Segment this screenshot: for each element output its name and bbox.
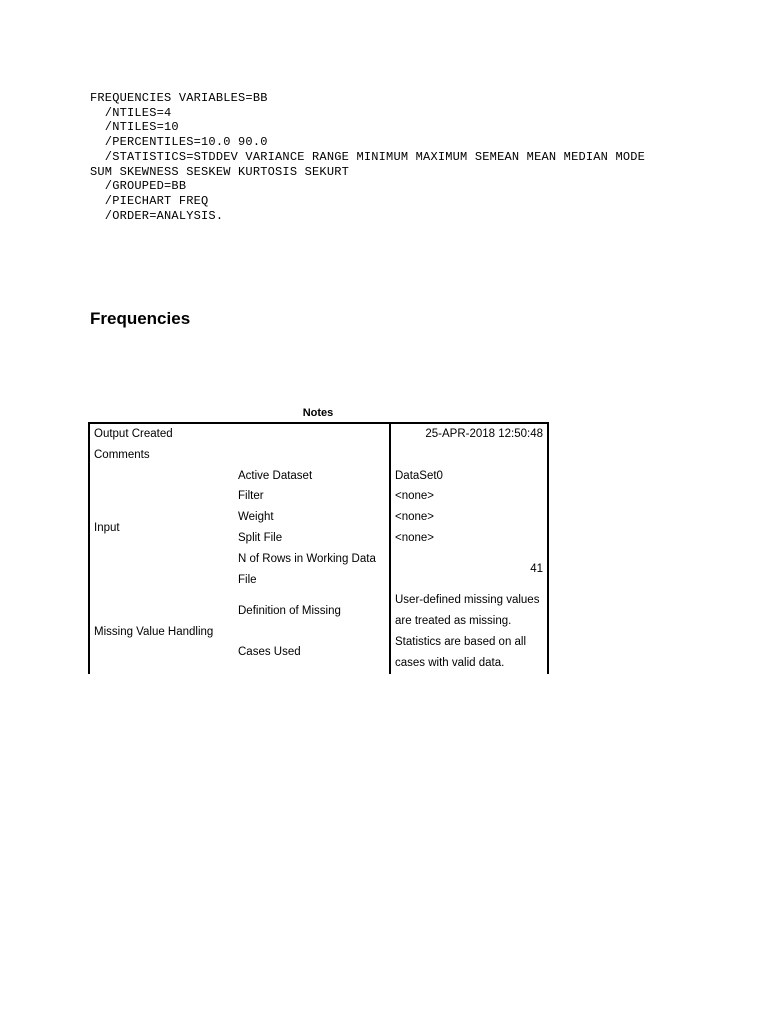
comments-label: Comments: [94, 448, 150, 461]
missing-value-handling-label: Missing Value Handling: [94, 625, 214, 638]
split-file-label: Split File: [238, 531, 283, 544]
syntax-line: /ORDER=ANALYSIS.: [90, 208, 224, 223]
table-row: [89, 445, 548, 466]
table-row: [89, 466, 548, 487]
table-row: [89, 423, 548, 445]
notes-table-title: Notes: [302, 407, 334, 419]
definition-of-missing-label: Definition of Missing: [238, 604, 341, 617]
active-dataset-value: DataSet0: [390, 466, 548, 487]
n-rows-label-continued: File: [238, 573, 257, 586]
cases-used-label: Cases Used: [238, 646, 301, 659]
cases-used-value-continued: cases with valid data.: [390, 653, 548, 674]
syntax-line: /PERCENTILES=10.0 90.0: [90, 135, 268, 150]
command-syntax: [90, 91, 645, 223]
syntax-line: /NTILES=4: [90, 105, 172, 120]
syntax-line: /PIECHART FREQ: [90, 193, 209, 208]
comments-value: [390, 445, 548, 466]
output-created-value: 25-APR-2018 12:50:48: [390, 423, 548, 445]
n-rows-value: 41: [390, 549, 548, 591]
syntax-line: /STATISTICS=STDDEV VARIANCE RANGE MINIMUM MAXIMUM SEMEAN MEAN MEDIAN MODE: [90, 149, 646, 164]
n-rows-label: N of Rows in Working Data: [238, 552, 376, 565]
cases-used-value: Statistics are based on all: [390, 632, 548, 653]
filter-value: <none>: [390, 486, 548, 507]
definition-of-missing-value: User-defined missing values: [390, 590, 548, 611]
weight-label: Weight: [238, 511, 274, 524]
section-title: Frequencies: [90, 309, 191, 328]
definition-of-missing-value-continued: are treated as missing.: [390, 611, 548, 632]
output-created-label: Output Created: [94, 428, 173, 440]
syntax-line: SUM SKEWNESS SESKEW KURTOSIS SEKURT: [90, 164, 350, 179]
filter-label: Filter: [238, 490, 264, 503]
active-dataset-label: Active Dataset: [238, 469, 313, 482]
input-label: Input: [94, 521, 120, 534]
syntax-line: /GROUPED=BB: [90, 179, 187, 194]
split-file-value: <none>: [390, 528, 548, 549]
syntax-line: /NTILES=10: [90, 120, 179, 135]
weight-value: <none>: [390, 507, 548, 528]
notes-table: [88, 422, 549, 674]
syntax-line: FREQUENCIES VARIABLES=BB: [90, 91, 268, 105]
table-row: [89, 590, 548, 611]
